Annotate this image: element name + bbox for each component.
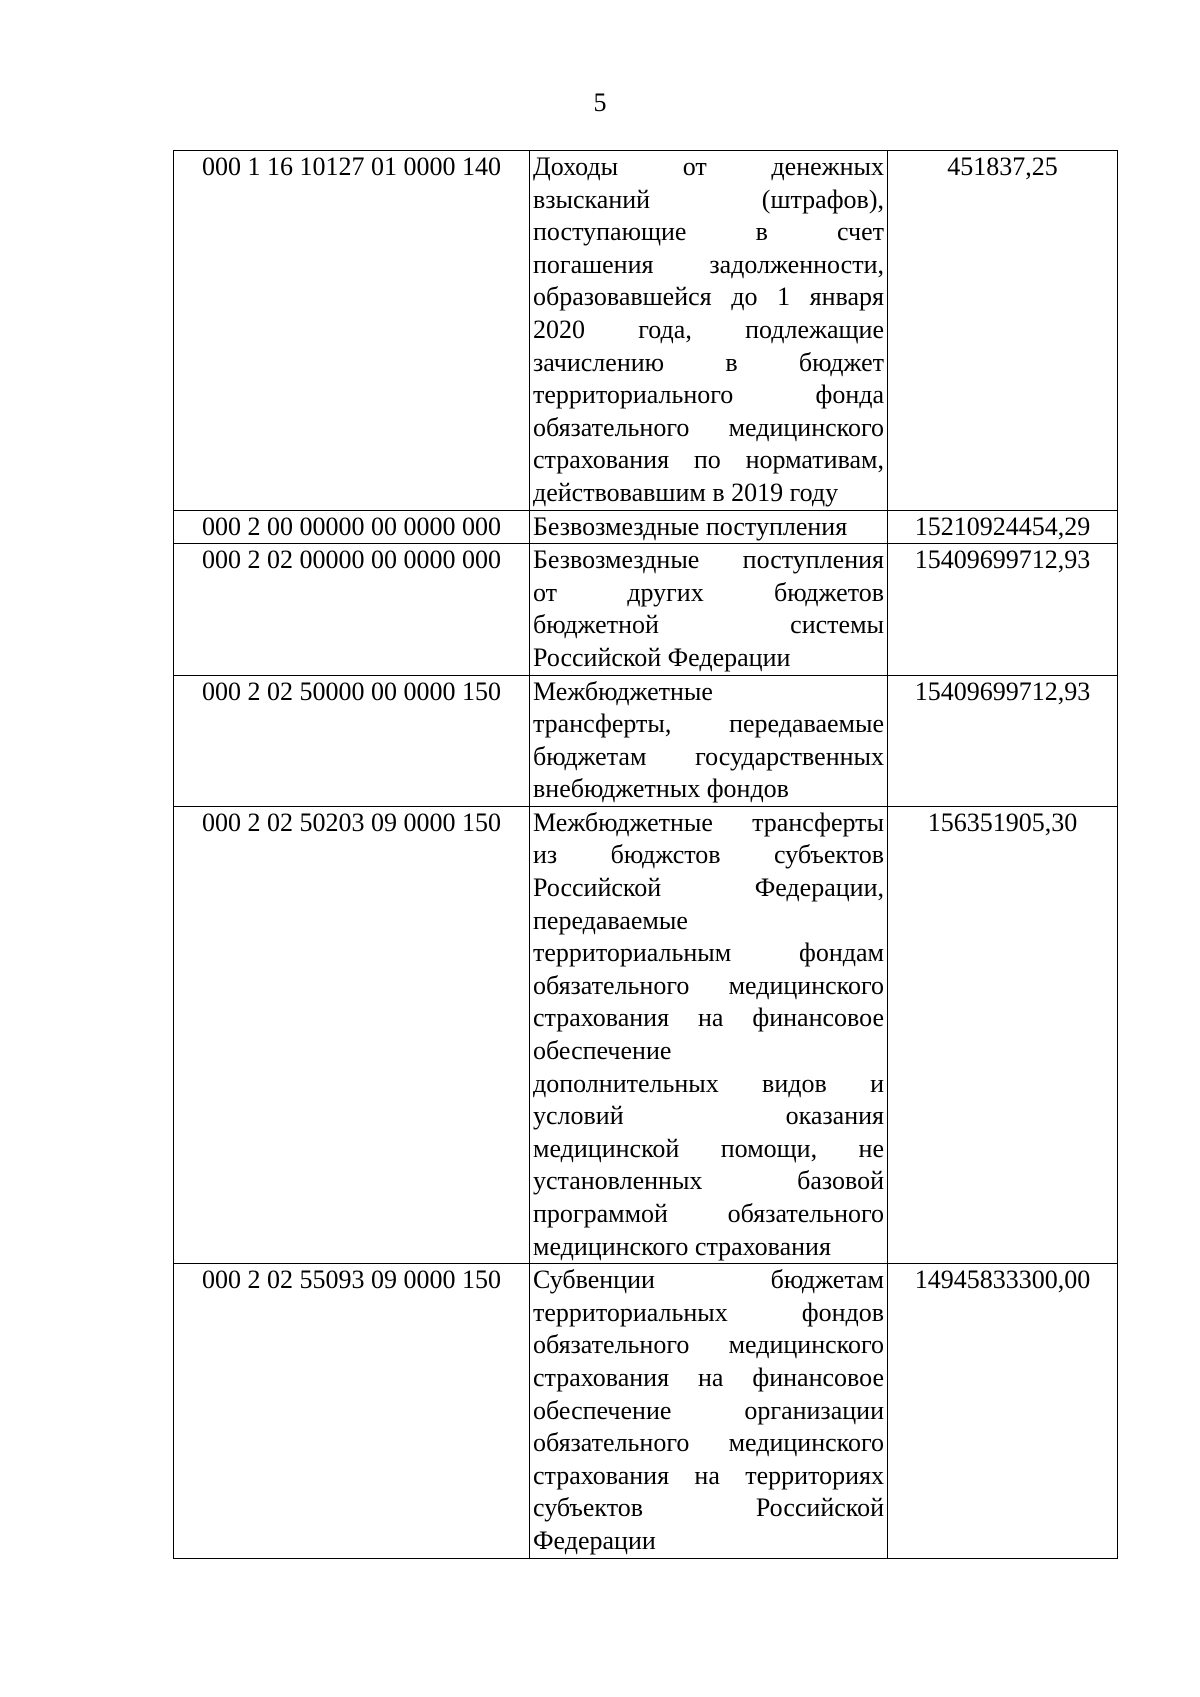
- revenue-name: [530, 806, 888, 1263]
- revenue-name: [530, 510, 888, 544]
- revenue-name-line: обязательного медицинского: [533, 412, 884, 442]
- revenue-name-line: Межбюджетные трансферты: [533, 807, 884, 837]
- revenue-name-line: бюджетной системы: [533, 610, 884, 640]
- revenue-name-line: Российской Федерации: [533, 642, 791, 672]
- revenue-name-line: внебюджетных фондов: [533, 774, 789, 804]
- revenue-name: [530, 675, 888, 806]
- revenue-name-line: страхования по нормативам,: [533, 445, 884, 475]
- page-number: 5: [593, 88, 607, 117]
- budget-classification-code: 000 2 02 55093 09 0000 150: [174, 1264, 530, 1558]
- revenue-amount: 15210924454,29: [888, 510, 1118, 544]
- revenue-name-line: поступающие в счет: [533, 217, 884, 247]
- budget-classification-code: 000 2 00 00000 00 0000 000: [174, 510, 530, 544]
- budget-classification-code: 000 2 02 00000 00 0000 000: [174, 544, 530, 675]
- revenue-name-line: условий оказания: [533, 1101, 884, 1131]
- revenue-name: [530, 151, 888, 511]
- table-row: [174, 675, 1118, 806]
- revenue-name-line: медицинской помощи, не: [533, 1133, 884, 1163]
- revenue-amount: 451837,25: [888, 151, 1118, 511]
- revenue-name-line: программой обязательного: [533, 1199, 884, 1228]
- revenue-name: [530, 544, 888, 675]
- revenue-name-line: обеспечение организации: [533, 1395, 884, 1425]
- table-row: [174, 544, 1118, 675]
- revenue-amount: 15409699712,93: [888, 675, 1118, 806]
- revenue-amount: 15409699712,93: [888, 544, 1118, 675]
- revenue-name-line: взысканий (штрафов),: [533, 184, 884, 214]
- revenue-name-line: страхования на финансовое: [533, 1003, 884, 1033]
- revenue-name-line: территориальных фондов: [533, 1297, 884, 1327]
- revenue-name-line: территориального фонда: [533, 380, 884, 410]
- revenue-name-line: Федерации: [533, 1525, 656, 1555]
- revenue-name-line: погашения задолженности,: [533, 249, 884, 279]
- revenue-name-line: Доходы от денежных: [533, 152, 884, 181]
- revenue-name-line: дополнительных видов и: [533, 1068, 884, 1098]
- revenue-name-line: территориальным фондам: [533, 938, 884, 968]
- budget-classification-code: 000 2 02 50203 09 0000 150: [174, 806, 530, 1263]
- revenue-name-line: трансферты, передаваемые: [533, 709, 884, 739]
- revenue-name-line: образовавшейся до 1 января: [533, 282, 884, 312]
- revenue-name-line: из бюджстов субъектов: [533, 840, 884, 870]
- revenue-name-line: от других бюджетов: [533, 577, 884, 607]
- revenue-name-line: обязательного медицинского: [533, 1330, 884, 1360]
- revenue-name-line: Межбюджетные: [533, 676, 713, 706]
- revenue-name-line: Субвенции бюджетам: [533, 1265, 884, 1295]
- revenue-name-line: Безвозмездные поступления: [533, 545, 884, 575]
- table-body: [174, 151, 1118, 1559]
- revenue-name-line: Безвозмездные поступления: [533, 511, 848, 541]
- table-row: [174, 1264, 1118, 1558]
- revenue-name-line: обязательного медицинского: [533, 970, 884, 1000]
- revenue-name-line: страхования на территориях: [533, 1460, 884, 1490]
- budget-revenue-table: [173, 150, 1118, 1559]
- revenue-name-line: обеспечение: [533, 1036, 672, 1066]
- revenue-name-line: страхования на финансовое: [533, 1362, 884, 1392]
- revenue-name-line: медицинского страхования: [533, 1231, 831, 1261]
- table-row: [174, 151, 1118, 511]
- budget-classification-code: 000 2 02 50000 00 0000 150: [174, 675, 530, 806]
- revenue-name-line: действовавшим в 2019 году: [533, 477, 839, 507]
- revenue-name-line: 2020 года, подлежащие: [533, 314, 884, 344]
- revenue-name-line: зачислению в бюджет: [533, 347, 884, 377]
- table-row: [174, 806, 1118, 1263]
- revenue-name: [530, 1264, 888, 1558]
- revenue-amount: 156351905,30: [888, 806, 1118, 1263]
- table-row: [174, 510, 1118, 544]
- budget-classification-code: 000 1 16 10127 01 0000 140: [174, 151, 530, 511]
- revenue-name-line: установленных базовой: [533, 1166, 884, 1196]
- revenue-name-line: обязательного медицинского: [533, 1428, 884, 1458]
- revenue-name-line: Российской Федерации,: [533, 873, 884, 903]
- revenue-name-line: передаваемые: [533, 905, 688, 935]
- revenue-amount: 14945833300,00: [888, 1264, 1118, 1558]
- revenue-name-line: субъектов Российской: [533, 1493, 884, 1523]
- revenue-name-line: бюджетам государственных: [533, 741, 884, 771]
